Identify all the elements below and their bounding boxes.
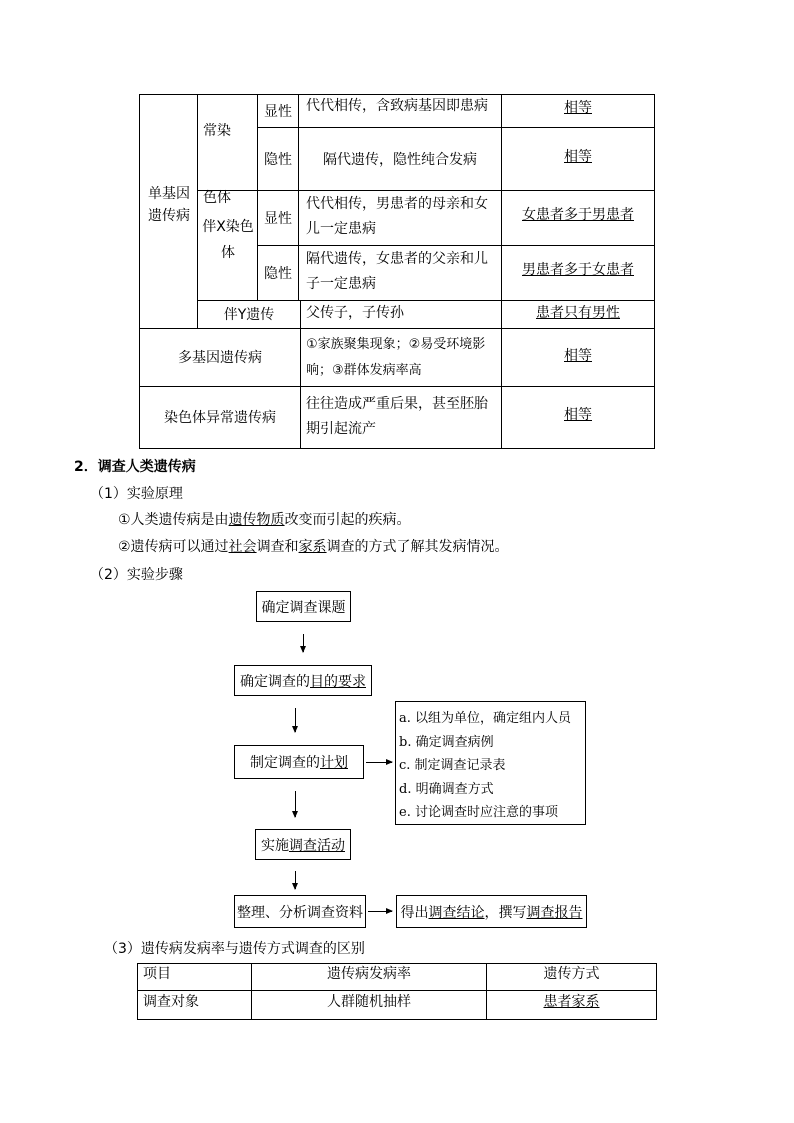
step-text: 制定调查的 bbox=[250, 755, 320, 771]
underlined-term: 调查活动 bbox=[289, 837, 345, 854]
underlined-term: 计划 bbox=[320, 755, 348, 771]
incidence-cell: 人群随机抽样 bbox=[327, 994, 411, 1010]
principle-line-1 bbox=[118, 509, 411, 529]
flow-result bbox=[396, 895, 587, 928]
step-text: 实施 bbox=[261, 837, 289, 854]
header-item: 项目 bbox=[143, 966, 171, 982]
underlined-term: 家系 bbox=[298, 539, 327, 555]
autosomal-recessive-label: 隐性 bbox=[264, 151, 292, 168]
arrow-right-icon bbox=[368, 911, 392, 912]
step-text: 确定调查的 bbox=[240, 673, 310, 690]
ratio-cell: 相等 bbox=[564, 100, 592, 116]
step-text: ，撰写 bbox=[484, 904, 527, 921]
ratio-cell: 男患者多于女患者 bbox=[522, 262, 634, 278]
subheading-steps: （2）实验步骤 bbox=[90, 567, 183, 583]
flow-step-4 bbox=[255, 829, 351, 860]
feature-cell: 往往造成严重后果，甚至胚胎期引起流产 bbox=[306, 396, 488, 437]
x-linked-label: 伴X染色体 bbox=[202, 219, 254, 261]
x-recessive-label: 隐性 bbox=[264, 265, 292, 282]
arrow-down-icon bbox=[295, 871, 296, 889]
feature-cell: ①家族聚集现象；②易受环境影响；③群体发病率高 bbox=[306, 337, 486, 378]
text: 调查和 bbox=[256, 539, 299, 555]
header-mode: 遗传方式 bbox=[543, 966, 600, 982]
arrow-down-icon bbox=[303, 634, 304, 652]
flow-step-3 bbox=[234, 745, 364, 779]
flow-step-2 bbox=[234, 665, 372, 696]
header-incidence: 遗传病发病率 bbox=[327, 966, 411, 982]
y-linked-label: 伴Y遗传 bbox=[223, 307, 275, 323]
plan-item: b. 确定调查病例 bbox=[399, 734, 494, 750]
autosome-label: 常染色体 bbox=[203, 123, 231, 206]
mode-cell: 患者家系 bbox=[543, 994, 600, 1010]
ratio-cell: 患者只有男性 bbox=[536, 305, 620, 321]
step-text: 确定调查课题 bbox=[261, 599, 346, 616]
feature-cell: 代代相传，男患者的母亲和女儿一定患病 bbox=[306, 196, 488, 237]
single-gene-label: 单基因遗传病 bbox=[148, 186, 190, 224]
subheading-comparison: （3）遗传病发病率与遗传方式调查的区别 bbox=[104, 941, 365, 957]
plan-item: a. 以组为单位，确定组内人员 bbox=[399, 711, 572, 726]
flow-step-5 bbox=[234, 895, 366, 928]
ratio-cell: 相等 bbox=[564, 407, 592, 423]
plan-item: e. 讨论调查时应注意的事项 bbox=[399, 805, 558, 820]
step-text: 整理、分析调查资料 bbox=[237, 904, 363, 921]
flow-step-1 bbox=[256, 591, 351, 622]
polygenic-label: 多基因遗传病 bbox=[178, 350, 262, 366]
step-text: 得出 bbox=[400, 904, 429, 921]
underlined-term: 遗传物质 bbox=[228, 512, 285, 528]
section-title: 2．调查人类遗传病 bbox=[74, 459, 196, 475]
plan-item: d. 明确调查方式 bbox=[399, 781, 494, 797]
underlined-term: 调查报告 bbox=[526, 904, 583, 921]
underlined-term: 社会 bbox=[228, 539, 257, 555]
text: 改变而引起的疾病。 bbox=[284, 512, 411, 528]
chromosomal-label: 染色体异常遗传病 bbox=[164, 410, 276, 426]
underlined-term: 目的要求 bbox=[310, 673, 366, 690]
row-label: 调查对象 bbox=[143, 994, 199, 1010]
underlined-term: 调查结论 bbox=[428, 904, 485, 921]
arrow-down-icon bbox=[295, 791, 296, 817]
text: ②遗传病可以通过 bbox=[118, 539, 229, 555]
plan-item: c. 制定调查记录表 bbox=[399, 758, 506, 773]
feature-cell: 父传子，子传孙 bbox=[306, 305, 404, 321]
ratio-cell: 相等 bbox=[564, 348, 592, 364]
text: 调查的方式了解其发病情况。 bbox=[326, 539, 509, 555]
autosomal-dominant-label: 显性 bbox=[264, 103, 292, 120]
text: ①人类遗传病是由 bbox=[118, 512, 229, 528]
ratio-cell: 相等 bbox=[564, 149, 592, 165]
arrow-down-icon bbox=[295, 708, 296, 732]
arrow-right-icon bbox=[366, 762, 392, 763]
feature-cell: 代代相传，含致病基因即患病 bbox=[306, 98, 488, 114]
ratio-cell: 女患者多于男患者 bbox=[522, 207, 634, 223]
x-dominant-label: 显性 bbox=[264, 210, 292, 227]
feature-cell: 隔代遗传，隐性纯合发病 bbox=[323, 151, 477, 168]
subheading-principle: （1）实验原理 bbox=[90, 486, 183, 502]
feature-cell: 隔代遗传，女患者的父亲和儿子一定患病 bbox=[306, 251, 488, 292]
principle-line-2 bbox=[118, 536, 509, 556]
plan-details-box bbox=[395, 701, 586, 825]
